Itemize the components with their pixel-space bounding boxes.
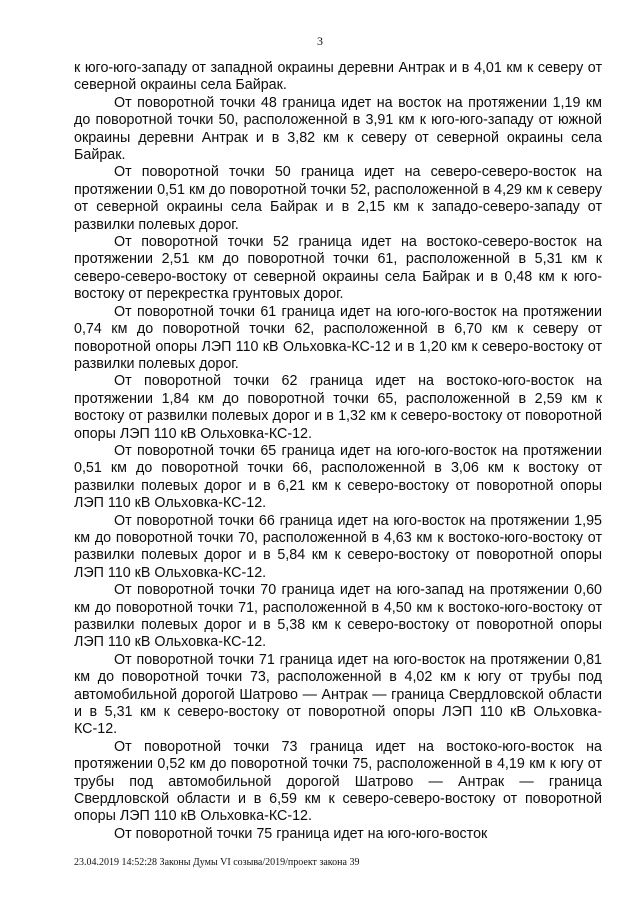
paragraph: От поворотной точки 48 граница идет на восток на протяжении 1,19 км до поворотной точки 50, расположенной в 3,91 км к юго-юго-западу от южной окраины деревни Антрак и в 3,82 км к северу от северной окраины села Байрак. bbox=[74, 94, 602, 164]
paragraph: От поворотной точки 62 граница идет на востоко-юго-восток на протяжении 1,84 км до поворотной точки 65, расположенной в 2,59 км к востоку от развилки полевых дорог и в 1,32 км к северо-востоку от поворотной опоры ЛЭП 110 кВ Ольховка-КС-12. bbox=[74, 373, 602, 442]
paragraph: От поворотной точки 61 граница идет на юго-юго-восток на протяжении 0,74 км до поворотной точки 62, расположенной в 6,70 км к северу от поворотной опоры ЛЭП 110 кВ Ольховка-КС-12 и в 1,20 км к северо-востоку от развилки полевых дорог. bbox=[74, 303, 602, 372]
paragraph: к юго-юго-западу от западной окраины деревни Антрак и в 4,01 км к северу от северной окраины села Байрак. bbox=[74, 60, 602, 94]
paragraph: От поворотной точки 71 граница идет на юго-восток на протяжении 0,81 км до поворотной точки 73, расположенной в 4,02 км к югу от трубы под автомобильной дорогой Шатрово — Антрак — граница Свердловской области и в 5,31 км к северо-востоку от поворотной опоры ЛЭП 110 кВ Ольховка-КС-12. bbox=[74, 651, 602, 738]
paragraph: От поворотной точки 73 граница идет на востоко-юго-восток на протяжении 0,52 км до поворотной точки 75, расположенной в 4,19 км к югу от трубы под автомобильной дорогой Шатрово — Антрак — граница Свердловской области и в 6,59 км к северо-северо-востоку от поворотной опоры ЛЭП 110 кВ Ольховка-КС-12. bbox=[74, 738, 602, 825]
paragraph-continued: От поворотной точки 75 граница идет на юго-юго-восток bbox=[114, 825, 488, 842]
page-number: 3 bbox=[317, 34, 323, 48]
paragraph: От поворотной точки 66 граница идет на юго-восток на протяжении 1,95 км до поворотной точки 70, расположенной в 4,63 км к востоко-юго-востоку от развилки полевых дорог и в 5,84 км к северо-востоку от поворотной опоры ЛЭП 110 кВ Ольховка-КС-12. bbox=[74, 512, 602, 581]
document-body bbox=[74, 60, 602, 843]
footer-stamp: 23.04.2019 14:52:28 Законы Думы VI созыва/2019/проект закона 39 bbox=[74, 857, 360, 868]
paragraph: От поворотной точки 52 граница идет на востоко-северо-восток на протяжении 2,51 км до поворотной точки 61, расположенной в 5,31 км к северо-северо-востоку от северной окраины села Байрак и в 0,48 км к юго-востоку от перекрестка грунтовых дорог. bbox=[74, 234, 602, 303]
paragraph: От поворотной точки 50 граница идет на северо-северо-восток на протяжении 0,51 км до поворотной точки 52, расположенной в 4,29 км к северу от северной окраины села Байрак и в 2,15 км к западо-северо-западу от развилки полевых дорог. bbox=[74, 164, 602, 233]
paragraph: От поворотной точки 65 граница идет на юго-юго-восток на протяжении 0,51 км до поворотной точки 66, расположенной в 3,06 км к востоку от развилки полевых дорог и в 6,21 км к северо-востоку от поворотной опоры ЛЭП 110 кВ Ольховка-КС-12. bbox=[74, 442, 602, 512]
paragraph: От поворотной точки 70 граница идет на юго-запад на протяжении 0,60 км до поворотной точки 71, расположенной в 4,50 км к востоко-юго-востоку от развилки полевых дорог и в 5,38 км к северо-востоку от поворотной опоры ЛЭП 110 кВ Ольховка-КС-12. bbox=[74, 582, 602, 651]
